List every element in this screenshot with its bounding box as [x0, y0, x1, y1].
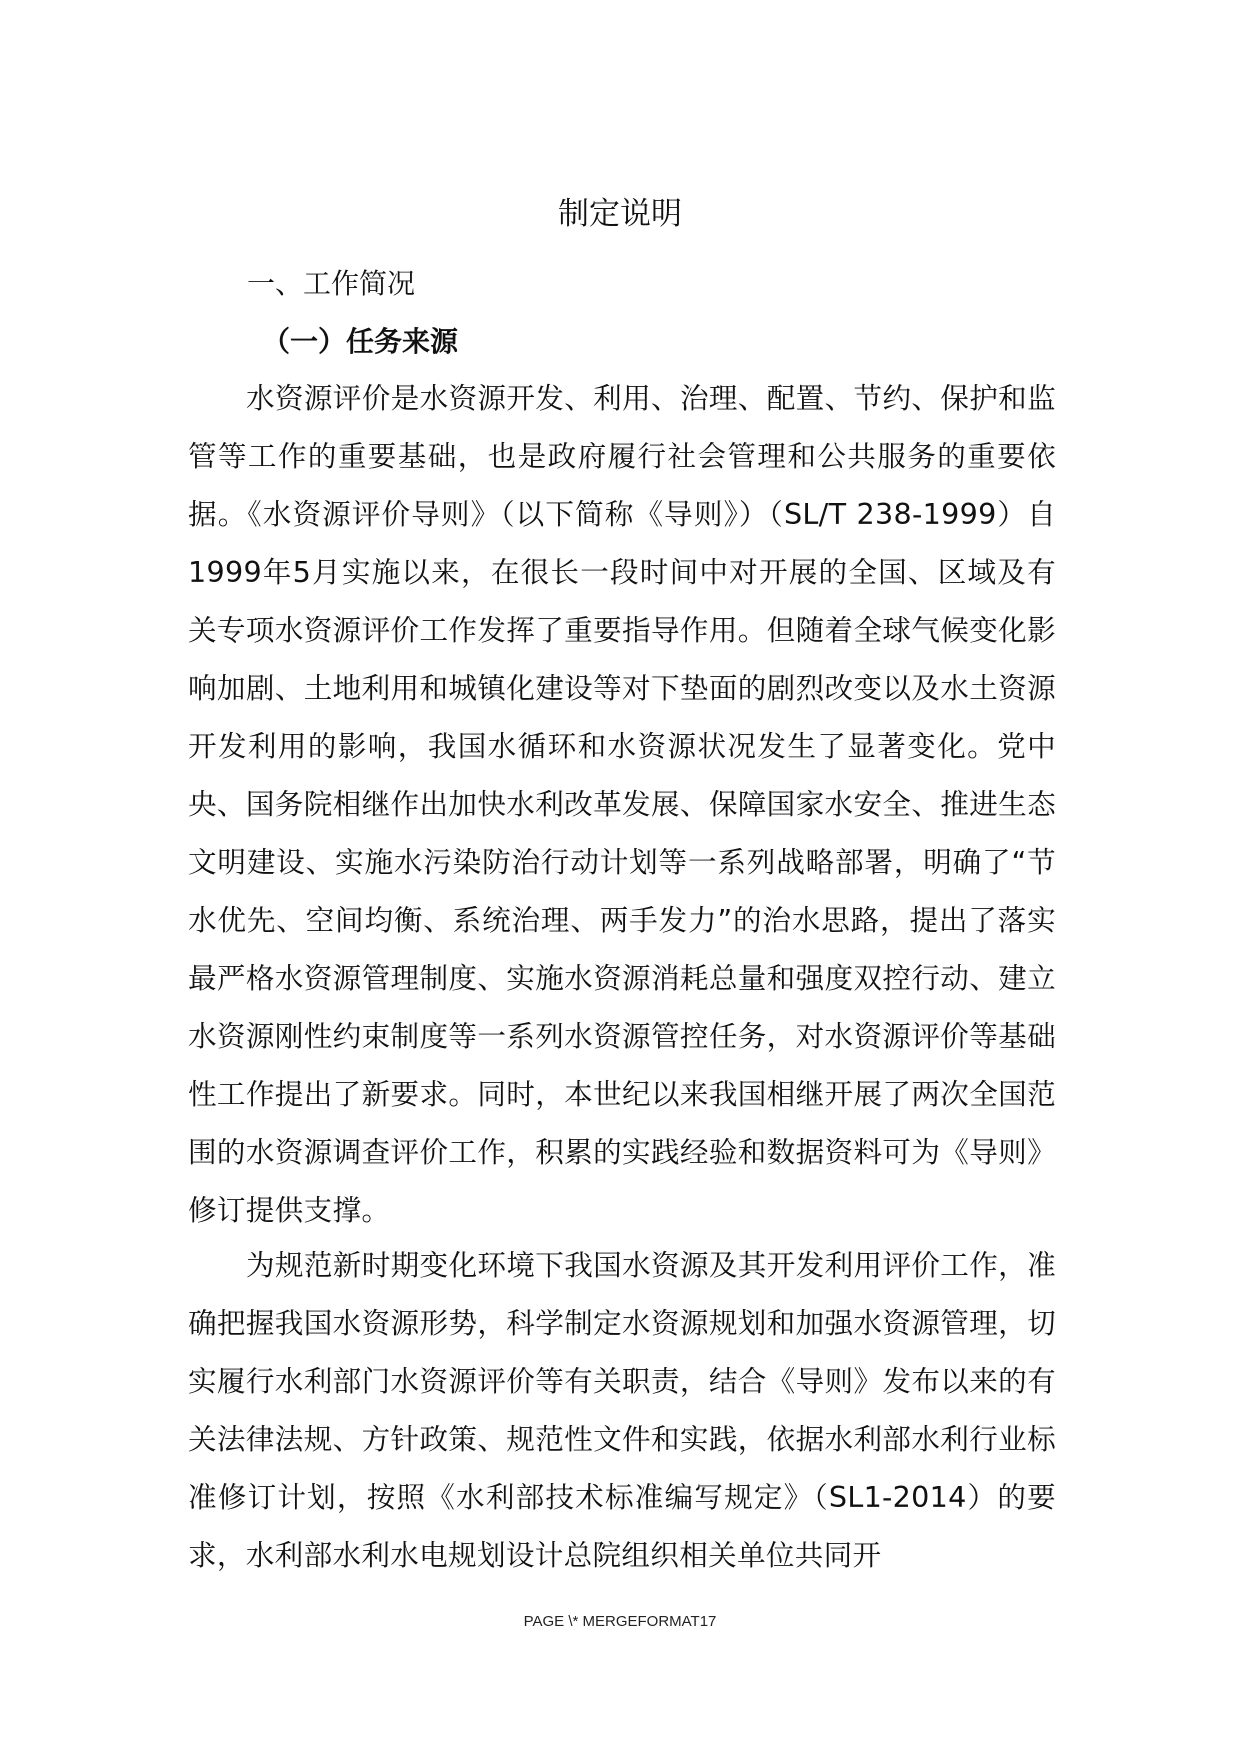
- paragraph-task-source: 水资源评价是水资源开发、利用、治理、配置、节约、保护和监管等工作的重要基础，也是政府履行社会管理和公共服务的重要依据。《水资源评价导则》（以下简称《导则》）（SL/T 238-1999）自1999年5月实施以来，在很长一段时间中对开展的全国、区域及有关专项水资源评价工作发挥了重要指导作用。但随着全球气候变化影响加剧、土地利用和城镇化建设等对下垫面的剧烈改变以及水土资源开发利用的影响，我国水循环和水资源状况发生了显著变化。党中央、国务院相继作出加快水利改革发展、保障国家水安全、推进生态文明建设、实施水污染防治行动计划等一系列战略部署，明确了“节水优先、空间均衡、系统治理、两手发力”的治水思路，提出了落实最严格水资源管理制度、实施水资源消耗总量和强度双控行动、建立水资源刚性约束制度等一系列水资源管控任务，对水资源评价等基础性工作提出了新要求。同时，本世纪以来我国相继开展了两次全国范围的水资源调查评价工作，积累的实践经验和数据资料可为《导则》修订提供支撑。: [188, 381, 1056, 1227]
- section-heading: 一、工作简况: [247, 267, 416, 300]
- subsection-heading: （一）任务来源: [262, 325, 459, 358]
- page-footer: PAGE \* MERGEFORMAT17: [523, 1613, 717, 1630]
- paragraph-purpose: 为规范新时期变化环境下我国水资源及其开发利用评价工作，准确把握我国水资源形势，科学制定水资源规划和加强水资源管理，切实履行水利部门水资源评价等有关职责，结合《导则》发布以来的有关法律法规、方针政策、规范性文件和实践，依据水利部水利行业标准修订计划，按照《水利部技术标准编写规定》（SL1-2014）的要求，水利部水利水电规划设计总院组织相关单位共同开: [188, 1248, 1056, 1572]
- document-title: 制定说明: [558, 196, 682, 232]
